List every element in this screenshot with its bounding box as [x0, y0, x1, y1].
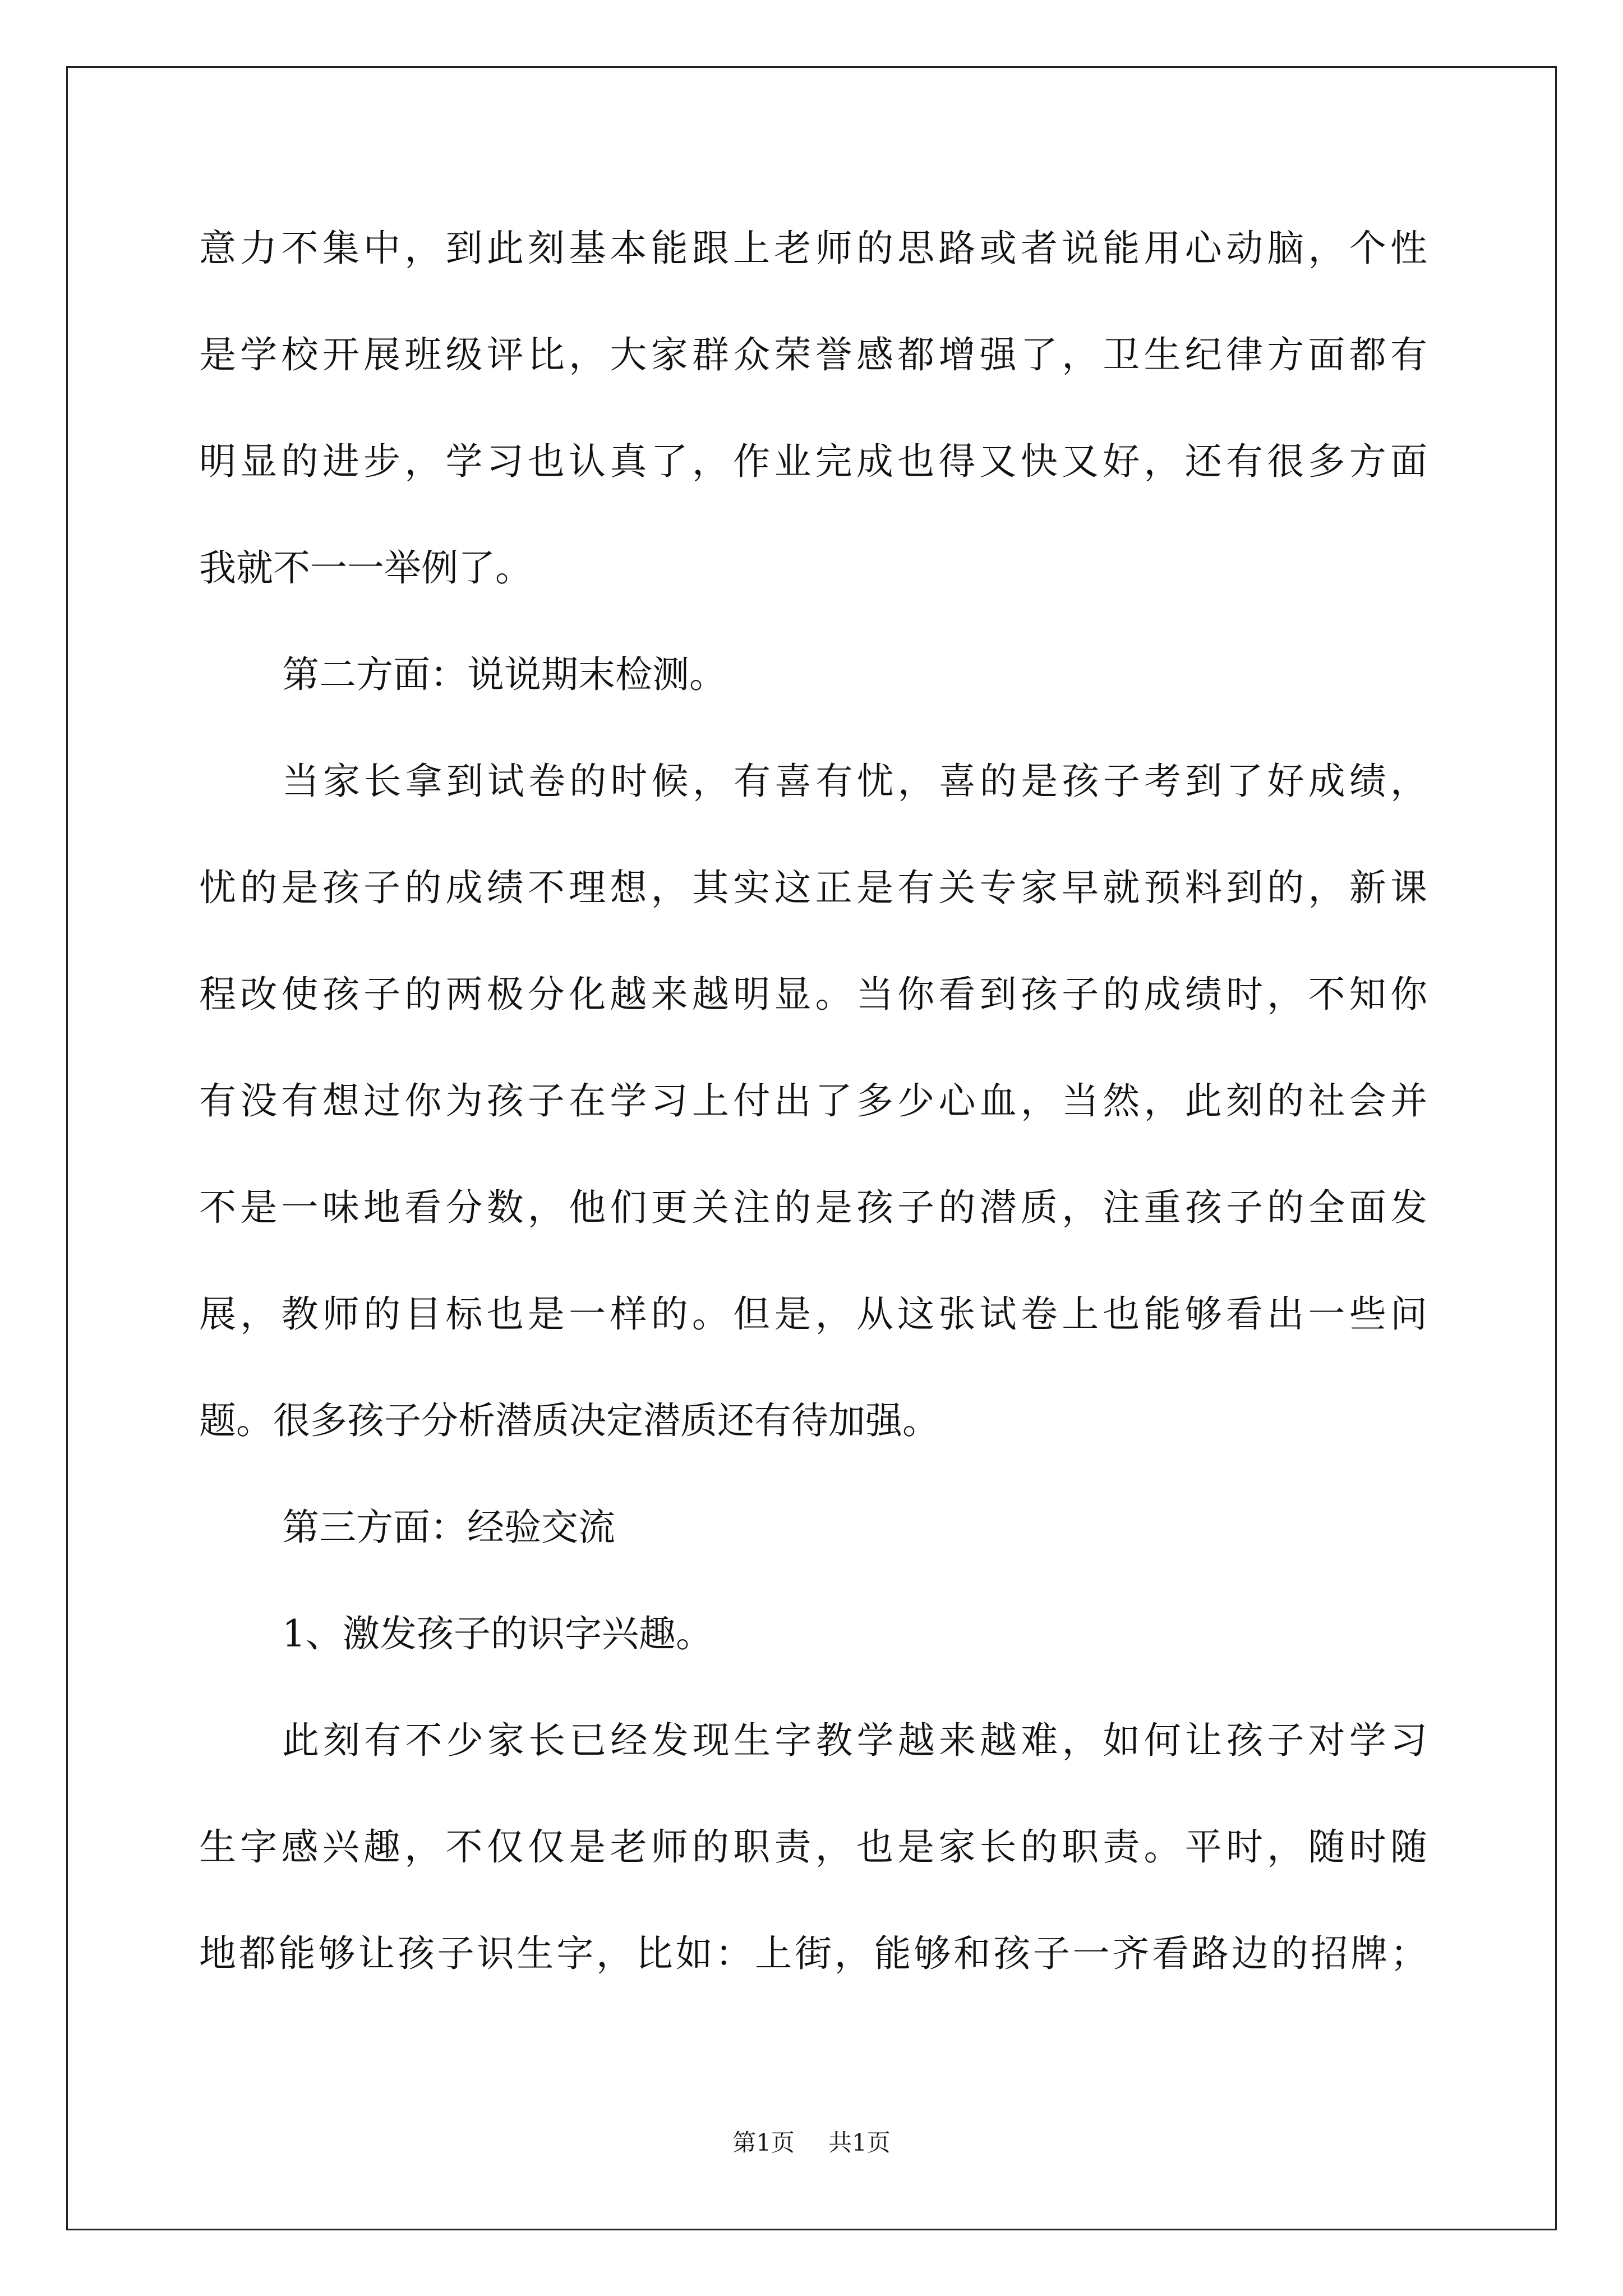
body-line-1: 意力不集中，到此刻基本能跟上老师的思路或者说能用心动脑，个性: [199, 227, 1427, 270]
section-heading-3: 第三方面：经验交流: [282, 1506, 615, 1549]
body-line-7: 忧的是孩子的成绩不理想，其实这正是有关专家早就预料到的，新课: [199, 866, 1427, 909]
page-number: 第1页: [732, 2129, 795, 2156]
body-line-3: 明显的进步，学习也认真了，作业完成也得又快又好，还有很多方面: [199, 440, 1427, 483]
body-line-17: 地都能够让孩子识生字，比如：上街，能够和孩子一齐看路边的招牌；: [199, 1932, 1427, 1975]
page-border: [66, 66, 1557, 2230]
body-line-9: 有没有想过你为孩子在学习上付出了多少心血，当然，此刻的社会并: [199, 1079, 1427, 1122]
body-line-2: 是学校开展班级评比，大家群众荣誉感都增强了，卫生纪律方面都有: [199, 333, 1427, 376]
page-total: 共1页: [828, 2129, 891, 2156]
body-line-16: 生字感兴趣，不仅仅是老师的职责，也是家长的职责。平时，随时随: [199, 1825, 1427, 1869]
body-line-12: 题。很多孩子分析潜质决定潜质还有待加强。: [199, 1399, 939, 1442]
body-line-11: 展，教师的目标也是一样的。但是，从这张试卷上也能够看出一些问: [199, 1292, 1427, 1336]
list-item-1: 1、激发孩子的识字兴趣。: [282, 1612, 713, 1655]
body-line-6: 当家长拿到试卷的时候，有喜有忧，喜的是孩子考到了好成绩，: [282, 760, 1427, 803]
body-line-10: 不是一味地看分数，他们更关注的是孩子的潜质，注重孩子的全面发: [199, 1186, 1427, 1229]
body-line-4: 我就不一一举例了。: [199, 546, 532, 590]
page-footer: [0, 2126, 1623, 2160]
body-line-8: 程改使孩子的两极分化越来越明显。当你看到孩子的成绩时，不知你: [199, 973, 1427, 1016]
section-heading-2: 第二方面：说说期末检测。: [282, 653, 726, 696]
body-line-15: 此刻有不少家长已经发现生字教学越来越难，如何让孩子对学习: [282, 1719, 1427, 1762]
